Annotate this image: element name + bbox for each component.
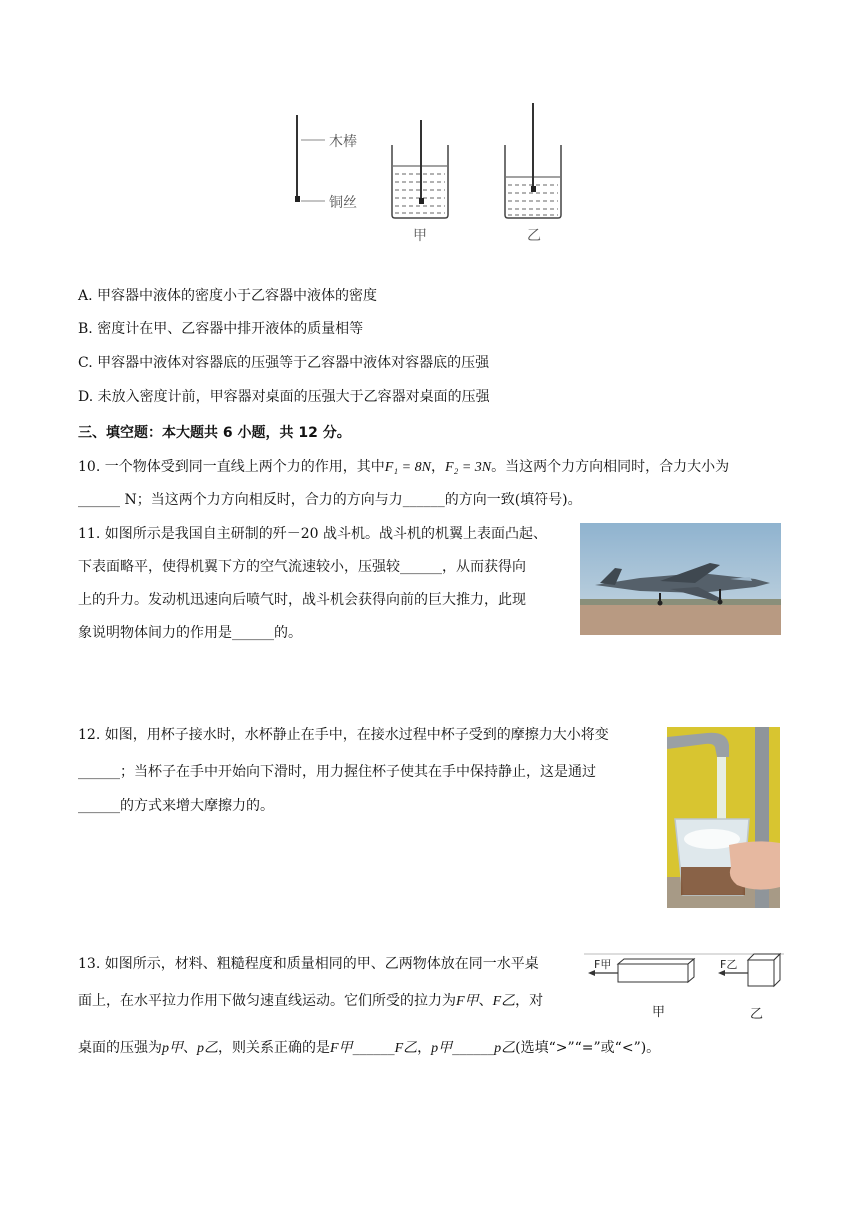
water-glass-image xyxy=(667,727,780,908)
q10-line1 xyxy=(78,457,729,478)
block-b xyxy=(748,954,780,986)
label-wire: 铜丝 xyxy=(329,195,357,211)
q13-sep3: ， xyxy=(417,1040,432,1056)
fig-label-a: 甲 xyxy=(652,1005,666,1020)
q13-rel-force-a: F甲 xyxy=(330,1041,353,1056)
q13-pressure-a: p甲 xyxy=(162,1041,183,1056)
q13-text-c: 桌面的压强为 xyxy=(78,1040,162,1056)
q12-line2: ______；当杯子在手中开始向下滑时，用力握住杯子使其在手中保持静止，这是通过 xyxy=(78,764,596,780)
q10-sep: ， xyxy=(430,459,445,475)
q10-text-b: 。当这两个力方向相同时，合力大小为 xyxy=(491,459,730,475)
label-rod: 木棒 xyxy=(329,134,357,150)
q11-line1: 11. 如图所示是我国自主研制的歼－20 战斗机。战斗机的机翼上表面凸起、 xyxy=(78,526,547,542)
q13-rel-pressure-b: p乙 xyxy=(494,1041,516,1056)
q13-line2 xyxy=(78,991,543,1012)
q10-text-a: 10. 一个物体受到同一直线上两个力的作用，其中 xyxy=(78,459,385,475)
fighter-jet-image xyxy=(580,523,781,635)
q13-text-a: 面上，在水平拉力作用下做匀速直线运动。它们所受的拉力为 xyxy=(78,993,456,1009)
force-label-b: F乙 xyxy=(720,958,738,971)
block-a xyxy=(618,959,694,982)
q11-line2: 下表面略平，使得机翼下方的空气流速较小，压强较______，从而获得向 xyxy=(78,559,526,575)
density-meter-figure xyxy=(285,100,575,250)
q10-f1: F₁ = 8N xyxy=(384,460,431,475)
q12-line1: 12. 如图，用杯子接水时，水杯静止在手中，在接水过程中杯子受到的摩擦力大小将变 xyxy=(78,727,609,743)
label-b: 乙 xyxy=(527,228,541,244)
q13-sep2: 、 xyxy=(183,1040,197,1056)
q13-text-e: (选填“>”“=”或“<”)。 xyxy=(515,1040,661,1056)
q13-line3 xyxy=(78,1038,660,1059)
q11-line4: 象说明物体间力的作用是______的。 xyxy=(78,625,302,641)
q13-pressure-b: p乙 xyxy=(197,1041,218,1056)
copper-wire xyxy=(295,196,300,202)
q13-rel-pressure-a: p甲 xyxy=(431,1041,453,1056)
option-c: C. 甲容器中液体对容器底的压强等于乙容器中液体对容器底的压强 xyxy=(78,355,490,371)
q12-line3: ______的方式来增大摩擦力的。 xyxy=(78,798,274,814)
option-d: D. 未放入密度计前，甲容器对桌面的压强大于乙容器对桌面的压强 xyxy=(78,389,490,405)
q13-text-b: ，对 xyxy=(515,993,544,1009)
q13-blank-1: ______ xyxy=(352,1040,395,1056)
q13-rel-force-b: F乙 xyxy=(394,1041,418,1056)
label-a: 甲 xyxy=(413,228,427,244)
force-label-a: F甲 xyxy=(594,958,612,971)
section-heading: 三、填空题：本大题共 6 小题，共 12 分。 xyxy=(78,425,351,441)
q13-force-a: F甲 xyxy=(456,994,479,1009)
fig-label-b: 乙 xyxy=(750,1007,764,1022)
q11-line3: 上的升力。发动机迅速向后喷气时，战斗机会获得向前的巨大推力，此现 xyxy=(78,592,526,608)
option-b: B. 密度计在甲、乙容器中排开液体的质量相等 xyxy=(78,321,364,337)
q13-force-b: F乙 xyxy=(492,994,516,1009)
q10-line2: ______ N；当这两个力方向相反时，合力的方向与力______的方向一致(填符号)。 xyxy=(78,492,582,508)
beaker-a xyxy=(392,120,448,218)
q13-line1: 13. 如图所示，材料、粗糙程度和质量相同的甲、乙两物体放在同一水平桌 xyxy=(78,956,539,972)
beaker-b xyxy=(505,103,561,218)
q13-blank-2: ______ xyxy=(452,1040,495,1056)
q13-text-d: ，则关系正确的是 xyxy=(218,1040,330,1056)
blocks-figure xyxy=(584,948,784,1023)
option-a: A. 甲容器中液体的密度小于乙容器中液体的密度 xyxy=(78,288,378,304)
q10-f2: F₂ = 3N xyxy=(444,460,492,475)
q13-sep: 、 xyxy=(478,993,493,1009)
